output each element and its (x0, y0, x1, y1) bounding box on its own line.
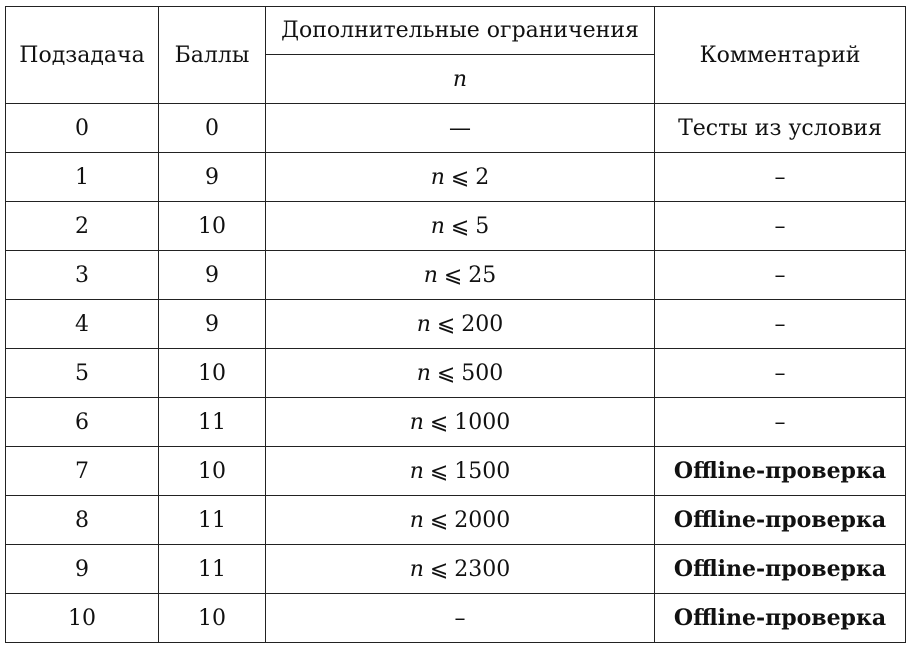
constraint-none: – (454, 605, 466, 631)
comment-cell: Offline-проверка (655, 594, 906, 643)
constraint-limit: 25 (468, 262, 497, 288)
table-row (6, 496, 906, 545)
constraint-limit: 5 (475, 213, 490, 239)
constraint-operator: ⩽ (450, 213, 470, 239)
table-header (6, 7, 906, 104)
constraint-limit: 2 (475, 164, 490, 190)
constraint-operator: ⩽ (429, 507, 449, 533)
table-row (6, 594, 906, 643)
constraint-variable: n (430, 164, 445, 190)
subtask-cell: 10 (6, 594, 159, 643)
points-cell: 10 (159, 594, 266, 643)
comment-cell: Offline-проверка (655, 447, 906, 496)
table-row (6, 447, 906, 496)
subtask-cell: 6 (6, 398, 159, 447)
comment-cell: – (655, 153, 906, 202)
constraint-operator: ⩽ (450, 164, 470, 190)
constraint-variable: n (409, 556, 424, 582)
points-cell: 11 (159, 496, 266, 545)
comment-cell: – (655, 202, 906, 251)
table-row (6, 545, 906, 594)
table-row (6, 398, 906, 447)
subtask-cell: 9 (6, 545, 159, 594)
points-cell: 9 (159, 300, 266, 349)
points-cell: 9 (159, 153, 266, 202)
subtask-cell: 1 (6, 153, 159, 202)
constraint-limit: 200 (461, 311, 504, 337)
constraint-limit: 1500 (454, 458, 511, 484)
constraint-variable: n (430, 213, 445, 239)
comment-cell: – (655, 251, 906, 300)
points-cell: 10 (159, 447, 266, 496)
constraint-variable: n (416, 360, 431, 386)
header-points: Баллы (159, 7, 266, 104)
points-cell: 11 (159, 398, 266, 447)
constraint-cell (266, 594, 655, 643)
points-cell: 0 (159, 104, 266, 153)
comment-cell: – (655, 398, 906, 447)
constraint-operator: ⩽ (436, 360, 456, 386)
subtask-cell: 7 (6, 447, 159, 496)
subtask-cell: 5 (6, 349, 159, 398)
constraint-cell (266, 153, 655, 202)
constraint-cell (266, 447, 655, 496)
constraint-limit: 2300 (454, 556, 511, 582)
table-row (6, 104, 906, 153)
constraint-operator: ⩽ (429, 556, 449, 582)
constraint-operator: ⩽ (443, 262, 463, 288)
table-row (6, 300, 906, 349)
points-cell: 11 (159, 545, 266, 594)
constraint-cell (266, 496, 655, 545)
comment-cell: – (655, 349, 906, 398)
header-comment: Комментарий (655, 7, 906, 104)
table-row (6, 202, 906, 251)
constraint-cell (266, 104, 655, 153)
table-row (6, 349, 906, 398)
subtask-cell: 2 (6, 202, 159, 251)
constraint-operator: ⩽ (429, 409, 449, 435)
subtask-cell: 3 (6, 251, 159, 300)
subtask-cell: 8 (6, 496, 159, 545)
comment-cell: Offline-проверка (655, 496, 906, 545)
comment-cell: Тесты из условия (655, 104, 906, 153)
constraint-variable: n (416, 311, 431, 337)
points-cell: 10 (159, 349, 266, 398)
constraint-cell (266, 251, 655, 300)
constraint-variable: n (423, 262, 438, 288)
comment-cell: – (655, 300, 906, 349)
constraint-variable: n (409, 458, 424, 484)
subtasks-table (5, 6, 906, 643)
comment-cell: Offline-проверка (655, 545, 906, 594)
subtask-cell: 0 (6, 104, 159, 153)
constraint-limit: 2000 (454, 507, 511, 533)
constraint-cell (266, 545, 655, 594)
constraint-operator: ⩽ (436, 311, 456, 337)
constraint-variable: n (409, 409, 424, 435)
subtask-cell: 4 (6, 300, 159, 349)
constraint-operator: ⩽ (429, 458, 449, 484)
constraint-cell (266, 300, 655, 349)
constraint-cell (266, 398, 655, 447)
table-row (6, 251, 906, 300)
constraint-cell (266, 349, 655, 398)
constraint-none: — (449, 115, 471, 141)
table-body (6, 104, 906, 643)
constraint-limit: 1000 (454, 409, 511, 435)
header-constraints: Дополнительные ограничения (266, 7, 655, 55)
header-subtask: Подзадача (6, 7, 159, 104)
constraint-limit: 500 (461, 360, 504, 386)
points-cell: 9 (159, 251, 266, 300)
constraint-variable: n (409, 507, 424, 533)
header-constraints-variable: n (266, 55, 655, 104)
constraint-cell (266, 202, 655, 251)
table-row (6, 153, 906, 202)
points-cell: 10 (159, 202, 266, 251)
